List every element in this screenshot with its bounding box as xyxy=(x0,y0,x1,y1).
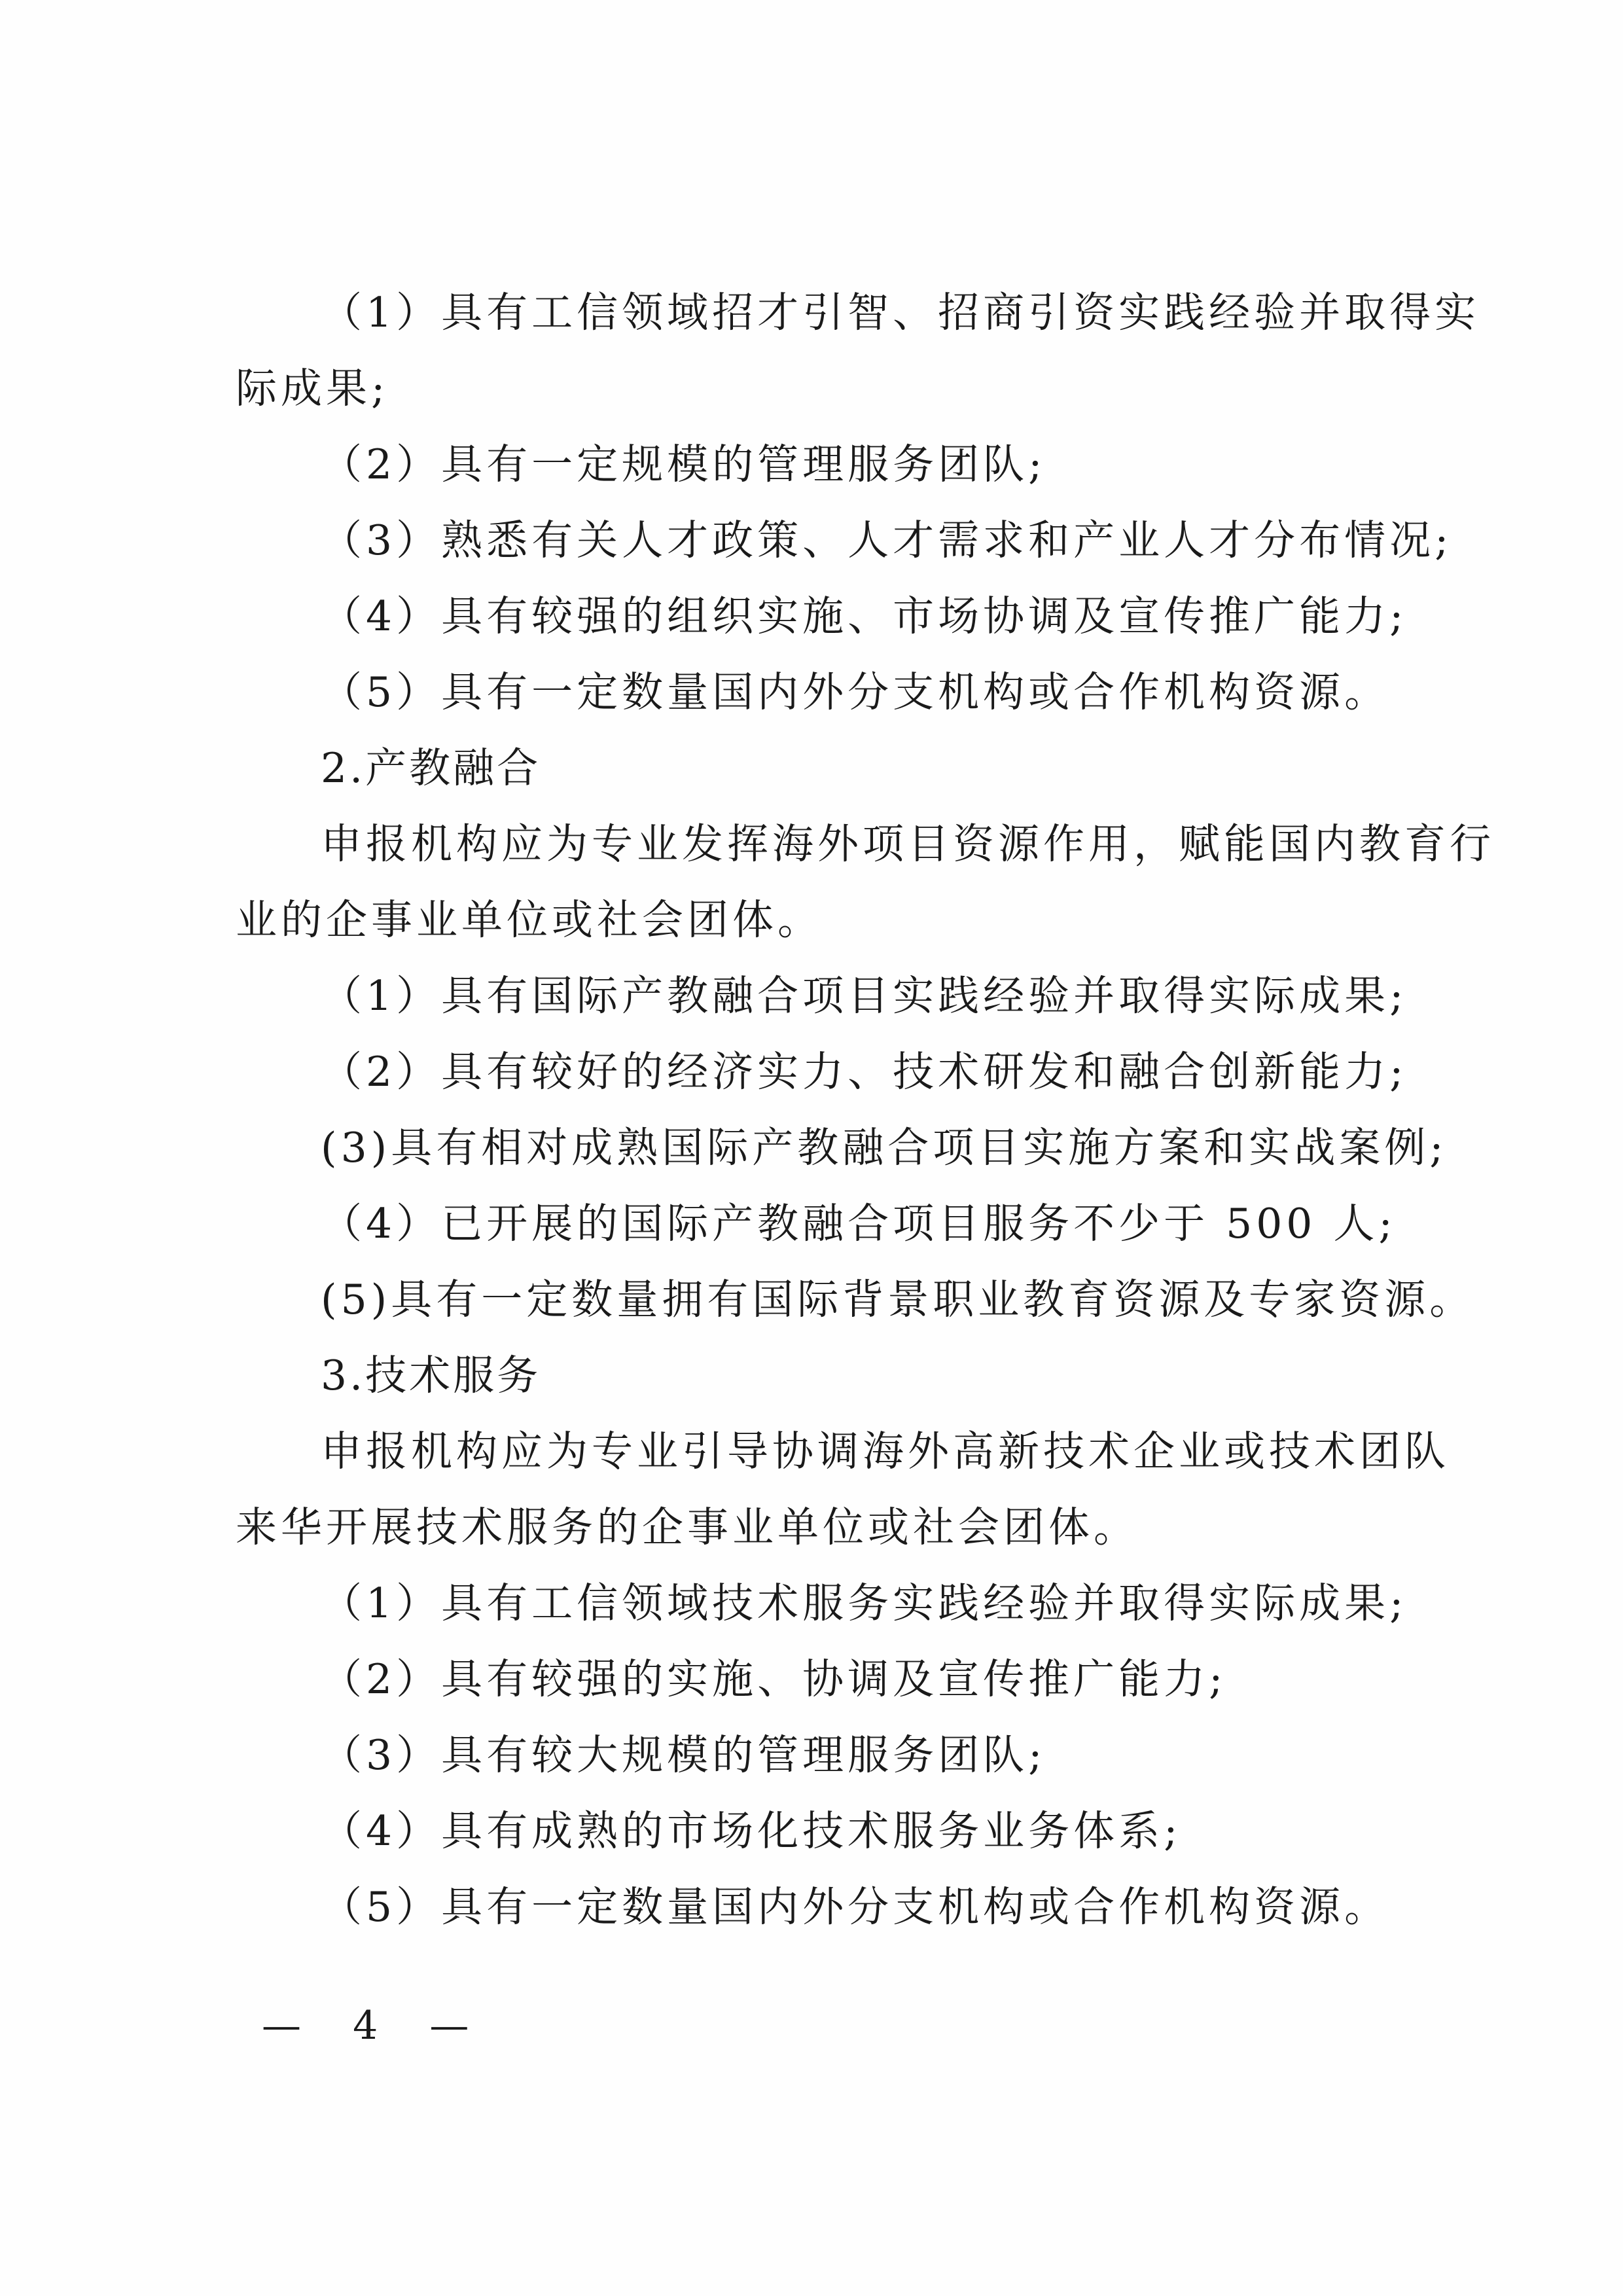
document-body xyxy=(236,275,1495,1945)
list-item: （1）具有国际产教融合项目实践经验并取得实际成果; xyxy=(321,972,1408,1020)
paragraph-line: 申报机构应为专业引导协调海外高新技术企业或技术团队 xyxy=(321,1427,1450,1475)
list-item-continuation: 际成果; xyxy=(236,365,389,412)
paragraph-line: 申报机构应为专业发挥海外项目资源作用，赋能国内教育行 xyxy=(321,820,1495,868)
list-item: （5）具有一定数量国内外分支机构或合作机构资源。 xyxy=(321,668,1390,716)
list-item: （2）具有较好的经济实力、技术研发和融合创新能力; xyxy=(321,1048,1408,1096)
list-item: (3)具有相对成熟国际产教融合项目实施方案和实战案例; xyxy=(321,1124,1448,1172)
list-item: （2）具有较强的实施、协调及宣传推广能力; xyxy=(321,1655,1227,1703)
list-item: （4）具有较强的组织实施、市场协调及宣传推广能力; xyxy=(321,592,1408,640)
list-item: （3）熟悉有关人才政策、人才需求和产业人才分布情况; xyxy=(321,516,1453,564)
paragraph-line: 业的企事业单位或社会团体。 xyxy=(236,896,823,944)
list-item: （4）具有成熟的市场化技术服务业务体系; xyxy=(321,1807,1182,1855)
paragraph-line: 来华开展技术服务的企事业单位或社会团体。 xyxy=(236,1503,1139,1551)
list-item: （4）已开展的国际产教融合项目服务不少于 500 人; xyxy=(321,1200,1397,1247)
section-heading: 3.技术服务 xyxy=(321,1352,541,1399)
list-item: （1）具有工信领域招才引智、招商引资实践经验并取得实 xyxy=(321,289,1480,336)
list-item: (5)具有一定数量拥有国际背景职业教育资源及专家资源。 xyxy=(321,1276,1475,1323)
page-number: — 4 — xyxy=(262,2003,489,2049)
list-item: （3）具有较大规模的管理服务团队; xyxy=(321,1731,1046,1779)
section-heading: 2.产教融合 xyxy=(321,744,541,792)
list-item: （2）具有一定规模的管理服务团队; xyxy=(321,440,1046,488)
list-item: （1）具有工信领域技术服务实践经验并取得实际成果; xyxy=(321,1579,1408,1627)
list-item: （5）具有一定数量国内外分支机构或合作机构资源。 xyxy=(321,1883,1390,1931)
